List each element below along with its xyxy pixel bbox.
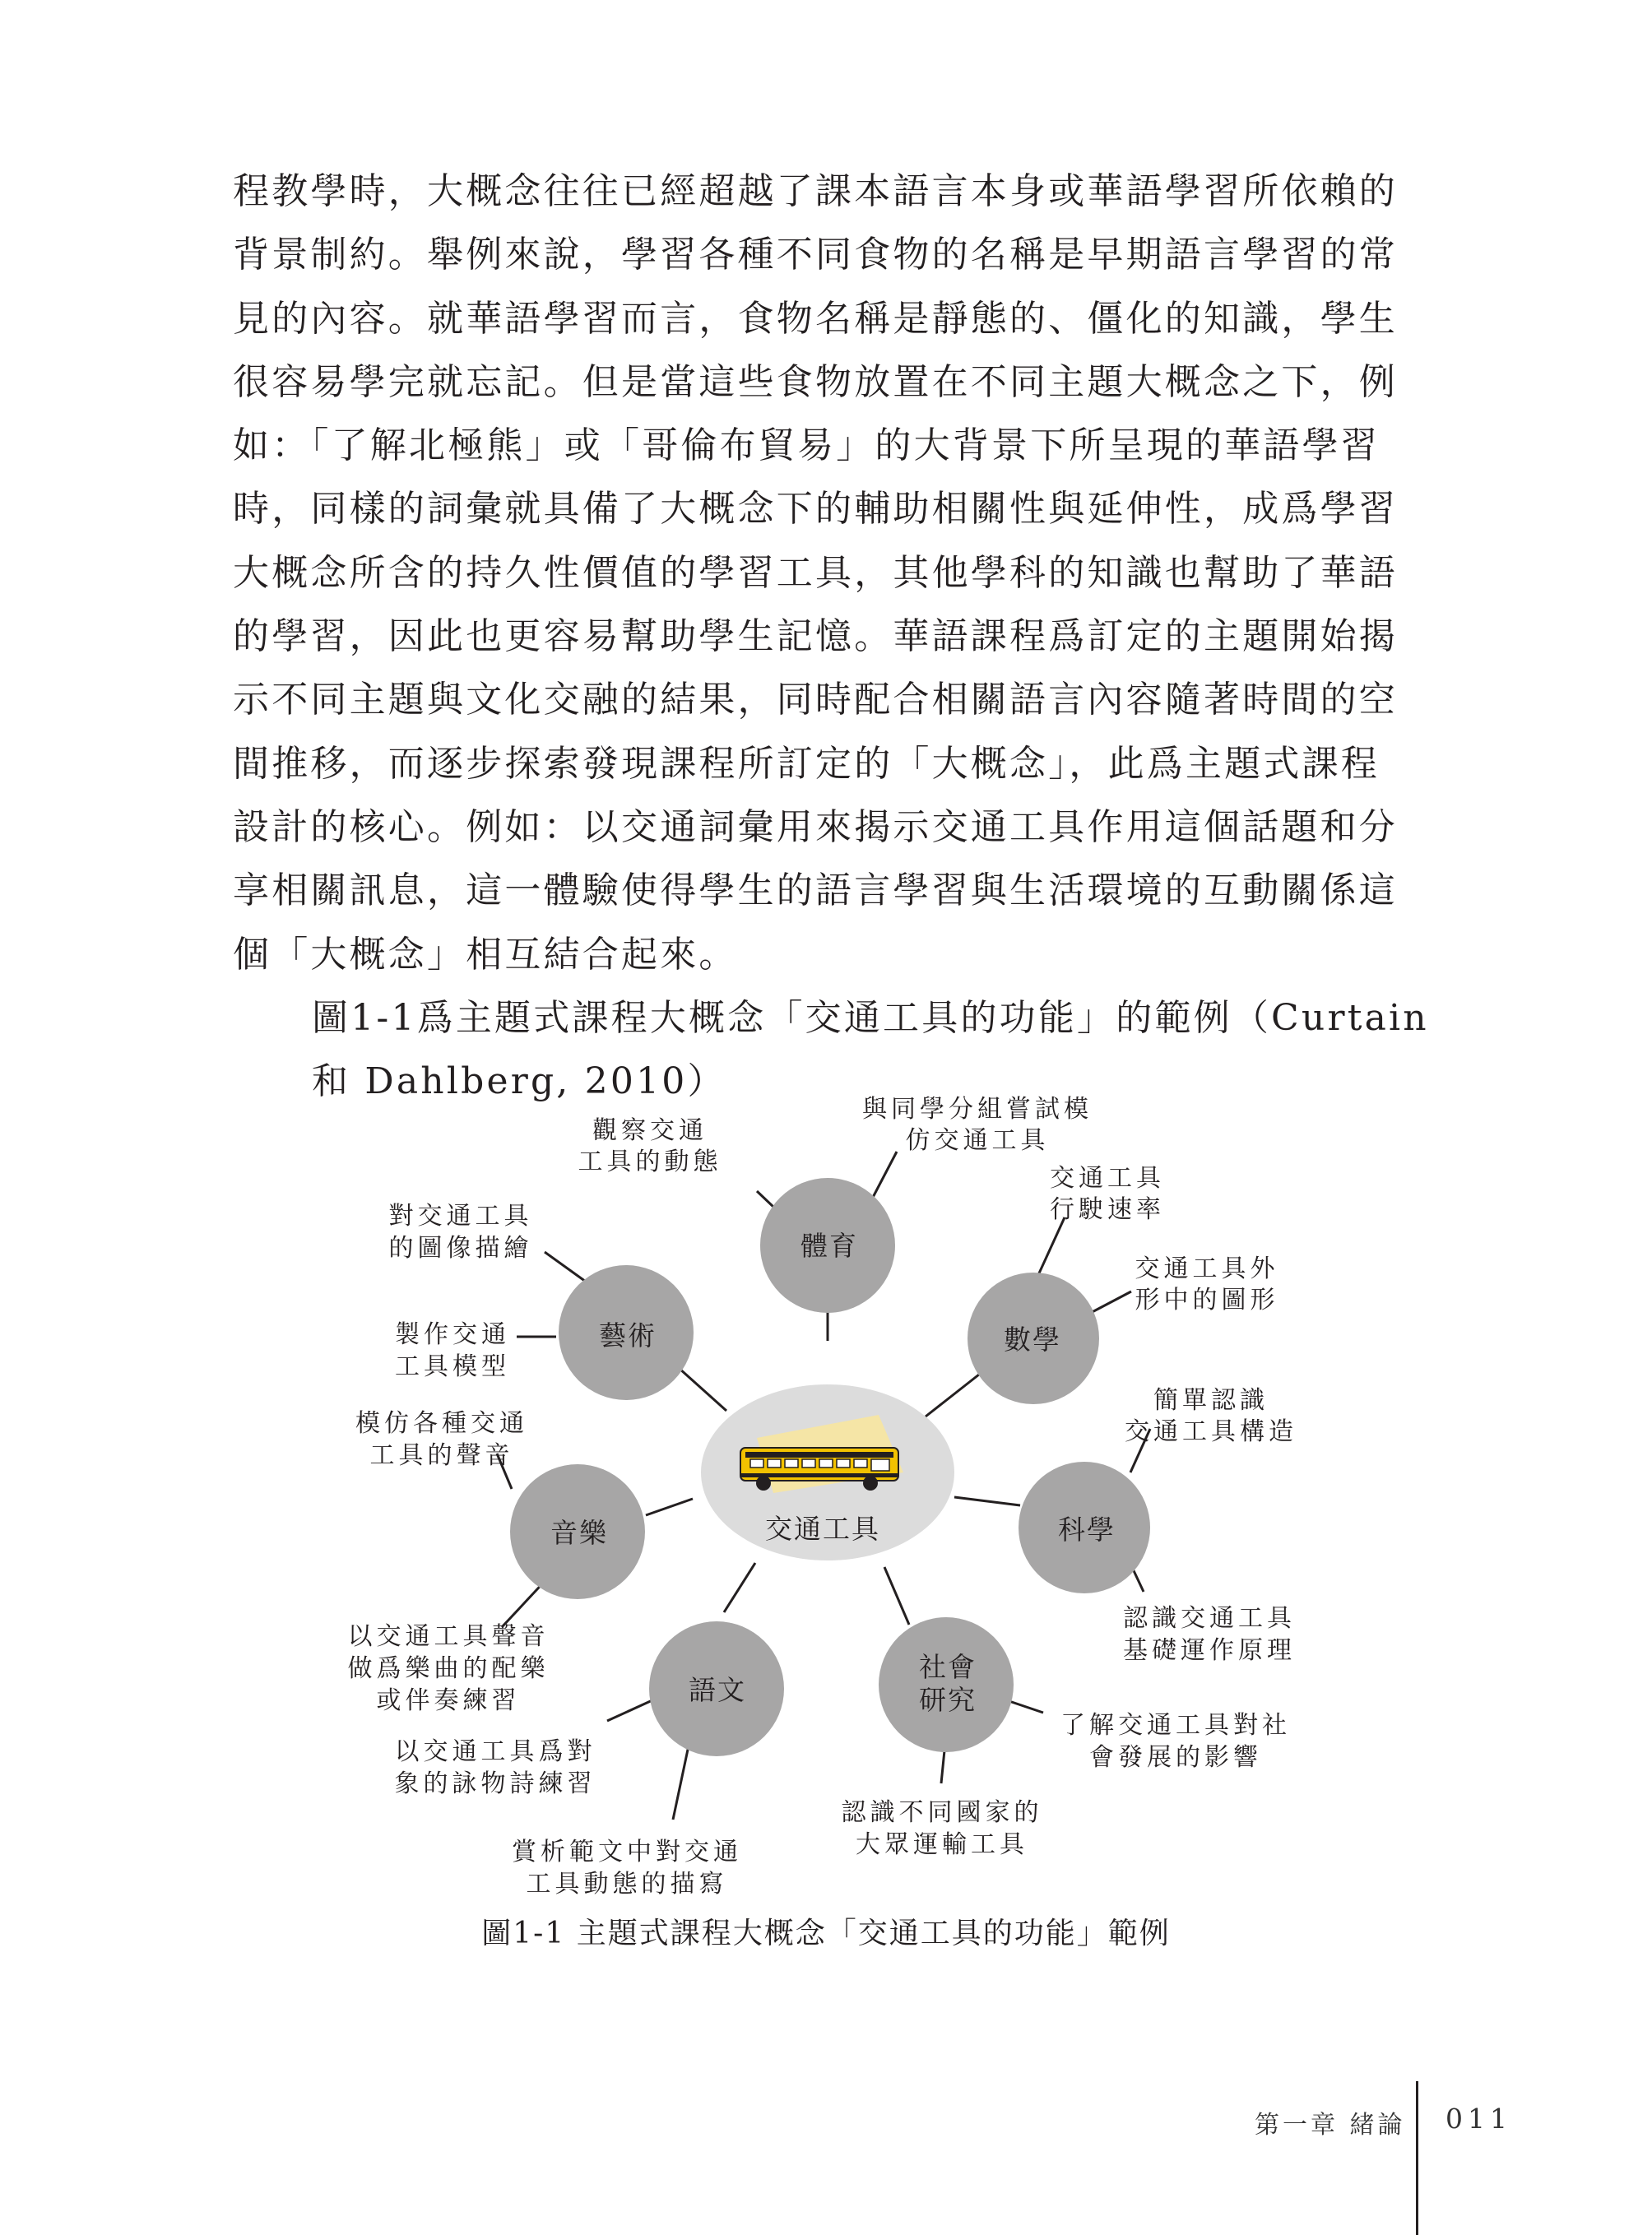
leaf-appreciate-2: 工具動態的描寫 [526, 1870, 728, 1899]
running-footer-chapter: 第一章 緒論 [1255, 2111, 1406, 2140]
paragraph-1-line: 間推移，而逐步探索發現課程所訂定的「大概念」，此爲主題式課程 [233, 742, 1380, 785]
paragraph-1-line: 個「大概念」相互結合起來。 [233, 933, 738, 976]
paragraph-1-line: 大概念所含的持久性價值的學習工具，其他學科的知識也幫助了華語 [233, 551, 1398, 594]
leaf-model-2: 工具模型 [395, 1352, 510, 1381]
connector-social [884, 1567, 909, 1625]
footer-divider [1416, 2081, 1418, 2235]
leaf-principle-1: 認識交通工具 [1123, 1604, 1296, 1633]
leaf-compose-2: 做爲樂曲的配樂 [347, 1654, 550, 1683]
paragraph-1-line: 程教學時，大概念往往已經超越了課本語言本身或華語學習所依賴的 [233, 170, 1398, 212]
paragraph-2-line: 和 Dahlberg, 2010） [312, 1060, 726, 1103]
leaf-line-speed [1038, 1217, 1065, 1275]
page-number: 011 [1446, 2103, 1512, 2135]
paragraph-1-line: 時，同樣的詞彙就具備了大概念下的輔助相關性與延伸性，成爲學習 [233, 488, 1398, 531]
leaf-speed-2: 行駛速率 [1050, 1195, 1165, 1224]
node-language: 語文 [689, 1674, 746, 1706]
leaf-speed-1: 交通工具 [1050, 1164, 1165, 1193]
leaf-principle-2: 基礎運作原理 [1123, 1636, 1296, 1665]
leaf-group-1: 與同學分組嘗試模 [862, 1095, 1093, 1124]
paragraph-1-line: 背景制約。舉例來說，學習各種不同食物的名稱是早期語言學習的常 [233, 234, 1398, 276]
paragraph-1-line: 享相關訊息，這一體驗使得學生的語言學習與生活環境的互動關係這 [233, 869, 1398, 912]
leaf-observe-1: 觀察交通 [592, 1116, 708, 1145]
paragraph-2-line: 圖1-1爲主題式課程大概念「交通工具的功能」的範例（Curtain [312, 996, 1429, 1039]
leaf-structure-2: 交通工具構造 [1125, 1417, 1297, 1446]
leaf-line-poem [607, 1699, 654, 1721]
leaf-impact-2: 會發展的影響 [1089, 1743, 1262, 1772]
leaf-impact-1: 了解交通工具對社 [1060, 1711, 1291, 1740]
paragraph-1-line: 示不同主題與文化交融的結果，同時配合相關語言內容隨著時間的空 [233, 679, 1398, 721]
connector-language [724, 1563, 755, 1612]
leaf-compose-1: 以交通工具聲音 [347, 1622, 550, 1651]
paragraph-1-line: 如：「了解北極熊」或「哥倫布貿易」的大背景下所呈現的華語學習 [233, 424, 1380, 467]
connector-science [954, 1497, 1020, 1505]
leaf-compose-3: 或伴奏練習 [376, 1686, 521, 1715]
node-art: 藝術 [599, 1319, 657, 1352]
leaf-transit-2: 大眾運輸工具 [856, 1830, 1028, 1859]
node-science: 科學 [1058, 1514, 1116, 1546]
leaf-appreciate-1: 賞析範文中對交通 [512, 1838, 742, 1866]
leaf-group-2: 仿交通工具 [905, 1126, 1050, 1155]
paragraph-1-line: 見的內容。就華語學習而言，食物名稱是靜態的、僵化的知識，學生 [233, 297, 1398, 340]
leaf-structure-1: 簡單認識 [1153, 1386, 1269, 1415]
paragraph-1-line: 很容易學完就忘記。但是當這些食物放置在不同主題大概念之下，例 [233, 360, 1398, 403]
center-label: 交通工具 [765, 1513, 880, 1545]
leaf-sound-2: 工具的聲音 [369, 1441, 514, 1470]
leaf-poem-1: 以交通工具爲對 [394, 1737, 596, 1766]
leaf-draw-2: 的圖像描繪 [388, 1234, 533, 1263]
leaf-poem-2: 象的詠物詩練習 [394, 1769, 596, 1798]
node-pe: 體育 [800, 1230, 858, 1262]
leaf-line-draw [545, 1252, 586, 1282]
connector-math [926, 1371, 983, 1417]
connector-music [646, 1499, 693, 1515]
paragraph-1-line: 設計的核心。例如：以交通詞彙用來揭示交通工具作用這個話題和分 [233, 805, 1398, 848]
paragraph-1-line: 的學習，因此也更容易幫助學生記憶。華語課程爲訂定的主題開始揭 [233, 615, 1398, 658]
leaf-model-1: 製作交通 [395, 1320, 510, 1349]
leaf-transit-1: 認識不同國家的 [841, 1798, 1043, 1827]
leaf-shape-2: 形中的圖形 [1135, 1286, 1279, 1315]
leaf-draw-1: 對交通工具 [388, 1202, 533, 1231]
connector-art [679, 1368, 726, 1411]
node-social-line2: 研究 [919, 1684, 977, 1716]
node-music: 音樂 [550, 1517, 608, 1549]
leaf-observe-2: 工具的動態 [578, 1148, 722, 1176]
node-math: 數學 [1004, 1324, 1061, 1356]
leaf-shape-1: 交通工具外 [1135, 1254, 1279, 1283]
node-social-line1: 社會 [919, 1651, 977, 1683]
leaf-sound-1: 模仿各種交通 [355, 1409, 528, 1438]
figure-caption: 圖1-1 主題式課程大概念「交通工具的功能」範例 [481, 1917, 1171, 1950]
